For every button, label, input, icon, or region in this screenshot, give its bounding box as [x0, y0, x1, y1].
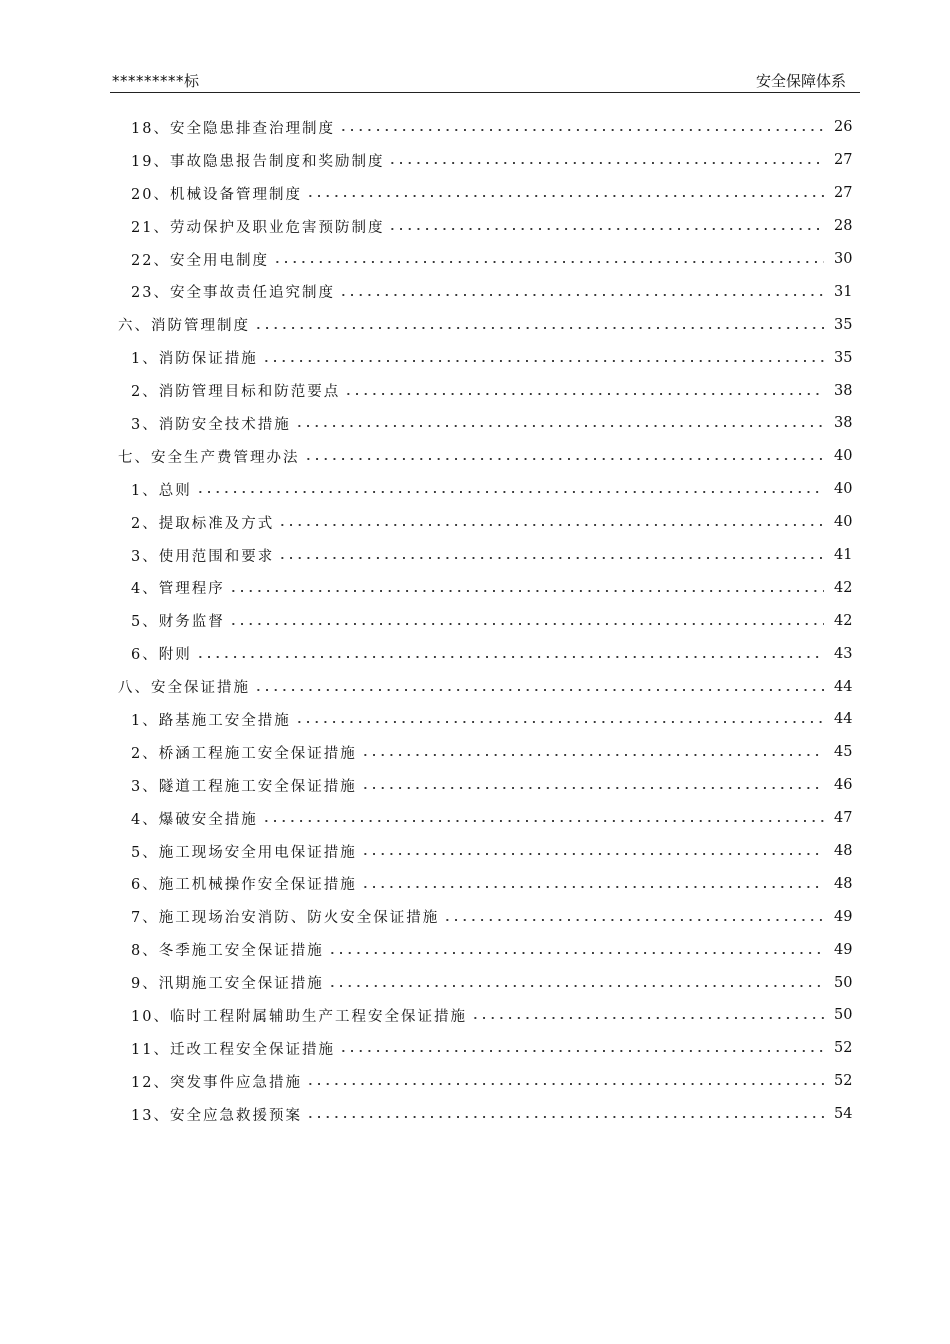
toc-entry-page-number: 31	[834, 283, 853, 300]
dot-leader	[443, 918, 824, 922]
dot-leader	[388, 227, 824, 231]
toc-entry[interactable]	[110, 1032, 860, 1065]
toc-entry-page-number: 44	[834, 711, 853, 728]
toc-entry-page-number: 52	[834, 1073, 853, 1090]
toc-entry-title: 9、汛期施工安全保证措施	[131, 976, 324, 993]
toc-entry[interactable]	[110, 374, 860, 407]
dot-leader	[339, 293, 824, 297]
dot-leader	[306, 1115, 824, 1119]
toc-entry-page-number: 40	[834, 448, 853, 465]
toc-entry-page-number: 50	[834, 974, 853, 991]
toc-entry[interactable]	[110, 308, 860, 341]
toc-entry-title: 6、施工机械操作安全保证措施	[131, 877, 357, 894]
toc-entry-page-number: 41	[834, 547, 853, 564]
toc-entry-title: 七、安全生产费管理办法	[118, 449, 300, 466]
toc-entry[interactable]	[110, 144, 860, 177]
dot-leader	[328, 984, 824, 988]
toc-entry[interactable]	[110, 736, 860, 769]
toc-entry-title: 2、提取标准及方式	[131, 515, 275, 532]
dot-leader	[278, 556, 824, 560]
toc-entry-page-number: 43	[834, 645, 853, 662]
toc-entry-title: 1、消防保证措施	[131, 351, 258, 368]
toc-entry-title: 10、临时工程附属辅助生产工程安全保证措施	[131, 1008, 467, 1025]
dot-leader	[339, 128, 824, 132]
toc-entry[interactable]	[110, 769, 860, 802]
dot-leader	[262, 819, 824, 823]
toc-entry[interactable]	[110, 1065, 860, 1098]
toc-entry-page-number: 45	[834, 744, 853, 761]
toc-entry[interactable]	[110, 966, 860, 999]
header-document-name: *********标	[112, 72, 200, 90]
toc-entry[interactable]	[110, 210, 860, 243]
toc-entry-title: 11、迁改工程安全保证措施	[131, 1041, 335, 1058]
toc-entry-page-number: 42	[834, 612, 853, 629]
dot-leader	[344, 392, 824, 396]
toc-entry-title: 8、冬季施工安全保证措施	[131, 943, 324, 960]
toc-entry-page-number: 46	[834, 777, 853, 794]
toc-entry-title: 2、消防管理目标和防范要点	[131, 384, 341, 401]
dot-leader	[471, 1016, 824, 1020]
dot-leader	[361, 753, 824, 757]
dot-leader	[361, 852, 824, 856]
dot-leader	[295, 424, 824, 428]
toc-entry-page-number: 27	[834, 152, 853, 169]
toc-entry[interactable]	[110, 243, 860, 276]
toc-entry[interactable]	[110, 604, 860, 637]
toc-entry-title: 18、安全隐患排查治理制度	[131, 120, 335, 137]
page-header	[110, 68, 860, 93]
toc-entry[interactable]	[110, 539, 860, 572]
dot-leader	[361, 885, 824, 889]
toc-entry[interactable]	[110, 440, 860, 473]
dot-leader	[388, 161, 824, 165]
toc-entry-page-number: 42	[834, 579, 853, 596]
dot-leader	[262, 359, 824, 363]
toc-entry-page-number: 49	[834, 908, 853, 925]
toc-entry-page-number: 35	[834, 316, 853, 333]
toc-entry-page-number: 40	[834, 481, 853, 498]
toc-entry[interactable]	[110, 473, 860, 506]
toc-entry[interactable]	[110, 341, 860, 374]
toc-entry[interactable]	[110, 571, 860, 604]
toc-entry[interactable]	[110, 111, 860, 144]
toc-entry[interactable]	[110, 275, 860, 308]
toc-entry-page-number: 54	[834, 1106, 853, 1123]
toc-entry[interactable]	[110, 835, 860, 868]
toc-entry[interactable]	[110, 900, 860, 933]
toc-entry-title: 4、爆破安全措施	[131, 811, 258, 828]
toc-entry-title: 六、消防管理制度	[118, 318, 250, 335]
toc-entry-title: 5、施工现场安全用电保证措施	[131, 844, 357, 861]
toc-entry-page-number: 48	[834, 843, 853, 860]
toc-entry-page-number: 35	[834, 349, 853, 366]
toc-entry-page-number: 50	[834, 1007, 853, 1024]
toc-entry-title: 6、附则	[131, 647, 192, 664]
dot-leader	[229, 622, 824, 626]
toc-entry-page-number: 38	[834, 415, 853, 432]
toc-entry[interactable]	[110, 407, 860, 440]
toc-entry-title: 20、机械设备管理制度	[131, 186, 302, 203]
toc-entry-title: 2、桥涵工程施工安全保证措施	[131, 745, 357, 762]
dot-leader	[278, 523, 824, 527]
dot-leader	[196, 655, 824, 659]
toc-entry-page-number: 28	[834, 218, 853, 235]
toc-entry[interactable]	[110, 637, 860, 670]
dot-leader	[328, 951, 824, 955]
toc-entry-title: 21、劳动保护及职业危害预防制度	[131, 219, 385, 236]
toc-entry[interactable]	[110, 177, 860, 210]
dot-leader	[361, 786, 824, 790]
dot-leader	[254, 688, 824, 692]
toc-entry-page-number: 44	[834, 678, 853, 695]
dot-leader	[196, 490, 824, 494]
toc-entry-page-number: 40	[834, 514, 853, 531]
toc-entry[interactable]	[110, 867, 860, 900]
toc-entry-title: 22、安全用电制度	[131, 252, 269, 269]
dot-leader	[295, 720, 824, 724]
toc-entry[interactable]	[110, 1098, 860, 1131]
toc-entry[interactable]	[110, 802, 860, 835]
toc-entry[interactable]	[110, 703, 860, 736]
toc-entry-page-number: 27	[834, 185, 853, 202]
toc-entry-page-number: 52	[834, 1040, 853, 1057]
toc-entry-title: 12、突发事件应急措施	[131, 1074, 302, 1091]
dot-leader	[273, 260, 824, 264]
toc-entry[interactable]	[110, 999, 860, 1032]
toc-entry-title: 7、施工现场治安消防、防火安全保证措施	[131, 910, 440, 927]
toc-entry-page-number: 48	[834, 875, 853, 892]
dot-leader	[304, 457, 825, 461]
toc-entry-page-number: 49	[834, 941, 853, 958]
toc-entry-title: 3、消防安全技术措施	[131, 416, 291, 433]
toc-entry-title: 3、隧道工程施工安全保证措施	[131, 778, 357, 795]
dot-leader	[254, 326, 824, 330]
toc-entry-title: 13、安全应急救援预案	[131, 1107, 302, 1124]
dot-leader	[306, 194, 824, 198]
toc-entry-title: 5、财务监督	[131, 614, 225, 631]
toc-entry-title: 3、使用范围和要求	[131, 548, 275, 565]
toc-entry[interactable]	[110, 933, 860, 966]
toc-entry-title: 19、事故隐患报告制度和奖励制度	[131, 153, 385, 170]
toc-entry-page-number: 26	[834, 119, 853, 136]
toc-entry-page-number: 47	[834, 810, 853, 827]
dot-leader	[339, 1049, 824, 1053]
table-of-contents	[110, 111, 860, 1131]
dot-leader	[229, 589, 824, 593]
toc-entry-page-number: 30	[834, 251, 853, 267]
toc-entry[interactable]	[110, 670, 860, 703]
dot-leader	[306, 1082, 824, 1086]
toc-entry-title: 1、总则	[131, 482, 192, 499]
toc-entry-title: 1、路基施工安全措施	[131, 712, 291, 729]
toc-entry-title: 23、安全事故责任追究制度	[131, 285, 335, 302]
toc-entry-page-number: 38	[834, 382, 853, 399]
header-section-title: 安全保障体系	[755, 72, 846, 90]
toc-entry-title: 八、安全保证措施	[118, 680, 250, 697]
toc-entry[interactable]	[110, 506, 860, 539]
toc-entry-title: 4、管理程序	[131, 581, 225, 598]
